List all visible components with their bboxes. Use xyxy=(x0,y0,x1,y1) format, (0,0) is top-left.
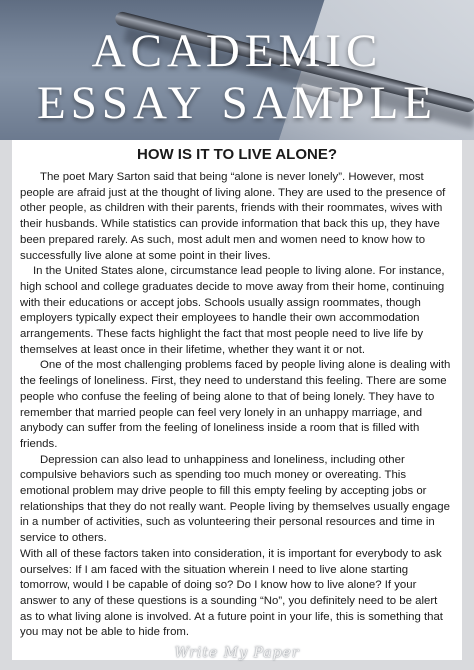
essay-title: HOW IS IT TO LIVE ALONE? xyxy=(136,146,337,163)
essay-sheet xyxy=(12,140,462,660)
banner-title-line1: ACADEMIC xyxy=(91,25,383,77)
essay-body xyxy=(20,170,452,641)
banner-title-line2: ESSAY SAMPLE xyxy=(37,77,437,129)
header-banner xyxy=(0,0,474,140)
essay-paragraph-5: With all of these factors taken into consideration, it is important for everybody to ask ourselves: If I am faced with the situation wherein I need to live alone starting tomorrow, would I be capable of doing so? Do I know how to live alone? If your answer to any of these questions is a sounding “No”, you definitely need to be alert as to what living alone is involved. At a future point in your life, this is something that you may not be able to hide from. xyxy=(20,547,443,639)
essay-paragraph-1: The poet Mary Sarton said that being “alone is never lonely”. However, most people are afraid just at the thought of living alone. They are used to the presence of other people, as children with their parents, friends with their roommates, wives with their husbands. While statistics can provide information that back this up, they have been prepared rarely. As such, most adult men and women need to know how to successfully live alone at some point in their lives. xyxy=(20,171,446,262)
essay-paragraph-3: One of the most challenging problems faced by people living alone is dealing with the feelings of loneliness. First, they need to understand this feeling. There are some people who confuse the feeling of being alone to that of being lonely. They have to remember that married people can feel very lonely in an unhappy marriage, and anybody can suffer from the feeling of loneliness inside a room that is filled with friends. xyxy=(20,359,451,450)
essay-paragraph-4: Depression can also lead to unhappiness and loneliness, including other compulsive behaviors such as spending too much money or overeating. This emotional problem may drive people to fill this empty feeling by accepting jobs or relationships that they do not really want. People living by themselves usually engage in a number of activities, such as volunteering their personal resources and time in service to others. xyxy=(20,453,450,545)
write-my-paper-logo: Write My Paper xyxy=(174,645,300,661)
essay-paragraph-2: In the United States alone, circumstance lead people to living alone. For instance, high school and college graduates decide to move away from their home, continuing with their educations or accept jobs. Schools usually assign roommates, though employers typically expect their employees to handle their own accommodation arrangements. These facts highlight the fact that most people need to live life by themselves at least once in their lifetime, whether they want it or not. xyxy=(20,265,445,356)
